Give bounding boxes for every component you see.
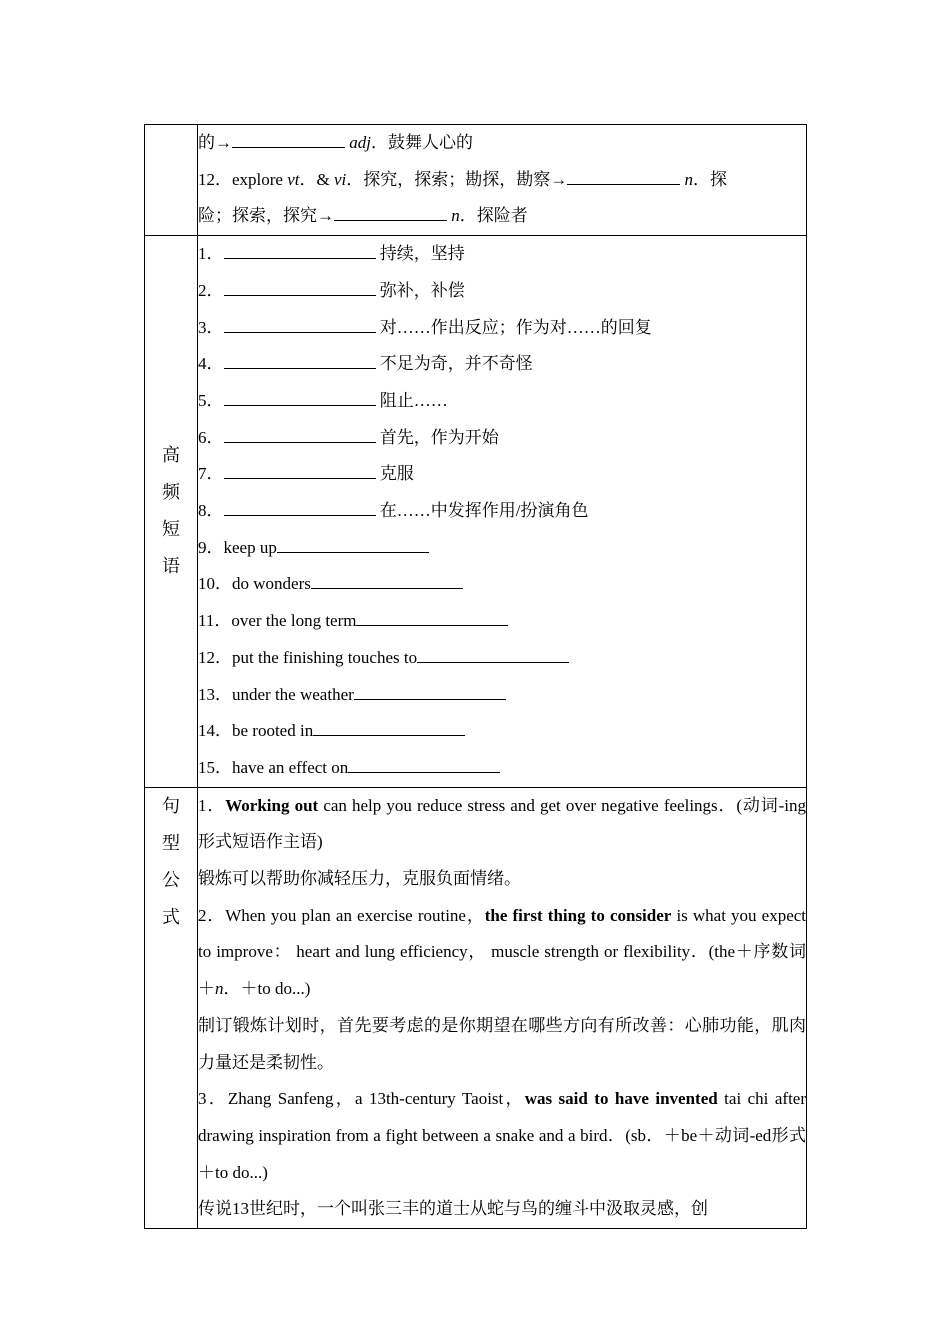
- phrase-item: 2． 弥补，补偿: [198, 273, 806, 310]
- answer-blank[interactable]: [417, 644, 569, 663]
- answer-blank[interactable]: [232, 129, 345, 148]
- answer-blank[interactable]: [354, 681, 506, 700]
- phrase-item: 8． 在……中发挥作用/扮演角色: [198, 493, 806, 530]
- vocab-line: 12．explore vt．& vi．探究，探索；勘探，勘察→ n．探: [198, 162, 806, 199]
- answer-blank[interactable]: [567, 166, 680, 185]
- answer-blank[interactable]: [334, 202, 447, 221]
- section-label: 高 频 短 语: [162, 445, 180, 577]
- vocab-content-cell: [198, 125, 807, 236]
- answer-blank[interactable]: [224, 314, 376, 333]
- vocab-row: [145, 125, 807, 236]
- sentence-translation: 锻炼可以帮助你减轻压力，克服负面情绪。: [198, 869, 521, 889]
- phrase-item: 4． 不足为奇，并不奇怪: [198, 346, 806, 383]
- phrase-item: 1． 持续，坚持: [198, 236, 806, 273]
- answer-blank[interactable]: [224, 277, 376, 296]
- phrase-item: 9．keep up: [198, 530, 806, 567]
- phrases-row: [145, 236, 807, 788]
- phrase-item: 3． 对……作出反应；作为对……的回复: [198, 310, 806, 347]
- phrases-label-cell: [145, 236, 198, 788]
- answer-blank[interactable]: [224, 497, 376, 516]
- answer-blank[interactable]: [277, 534, 429, 553]
- answer-blank[interactable]: [224, 460, 376, 479]
- vocab-line: 的→ adj．鼓舞人心的: [198, 125, 806, 162]
- phrase-item: 13．under the weather: [198, 677, 806, 714]
- sentence-patterns-row: [145, 787, 807, 1228]
- section-label: 句 型 公 式: [162, 795, 180, 927]
- phrase-item: 14．be rooted in: [198, 713, 806, 750]
- phrase-item: 7． 克服: [198, 456, 806, 493]
- answer-blank[interactable]: [356, 607, 508, 626]
- phrase-item: 15．have an effect on: [198, 750, 806, 787]
- sentence-item: 3．Zhang Sanfeng，a 13th-century Taoist，was said to have invented tai chi after drawing inspiration from a fight between a snake and a bird．(sb．＋be＋动词-ed形式＋to do...): [198, 1089, 806, 1182]
- answer-blank[interactable]: [224, 424, 376, 443]
- sentence-translation: 制订锻炼计划时，首先要考虑的是你期望在哪些方向有所改善：心肺功能，肌肉力量还是柔韧性。: [198, 1015, 806, 1072]
- vocab-line: 险；探索，探究→ n．探险者: [198, 198, 806, 235]
- answer-blank[interactable]: [348, 754, 500, 773]
- answer-blank[interactable]: [313, 717, 465, 736]
- sentence-item: 1．Working out can help you reduce stress and get over negative feelings．(动词-ing形式短语作主语): [198, 795, 807, 852]
- phrase-item: 11．over the long term: [198, 603, 806, 640]
- phrase-item: 6． 首先，作为开始: [198, 420, 806, 457]
- patterns-content-cell: [198, 787, 807, 1228]
- answer-blank[interactable]: [224, 387, 376, 406]
- vocab-table: [144, 124, 807, 1229]
- answer-blank[interactable]: [311, 570, 463, 589]
- phrase-item: 12．put the finishing touches to: [198, 640, 806, 677]
- phrase-item: 5． 阻止……: [198, 383, 806, 420]
- phrases-content-cell: [198, 236, 807, 788]
- phrase-item: 10．do wonders: [198, 566, 806, 603]
- vocab-label-cell: [145, 125, 198, 236]
- patterns-label-cell: [145, 787, 198, 1228]
- sentence-translation: 传说13世纪时，一个叫张三丰的道士从蛇与鸟的缠斗中汲取灵感，创: [198, 1199, 708, 1219]
- sentence-item: 2．When you plan an exercise routine，the first thing to consider is what you expect to improve： heart and lung efficiency， muscle strength or flexibility．(the＋序数词＋n．＋to do...): [198, 905, 807, 999]
- answer-blank[interactable]: [224, 240, 376, 259]
- answer-blank[interactable]: [224, 350, 376, 369]
